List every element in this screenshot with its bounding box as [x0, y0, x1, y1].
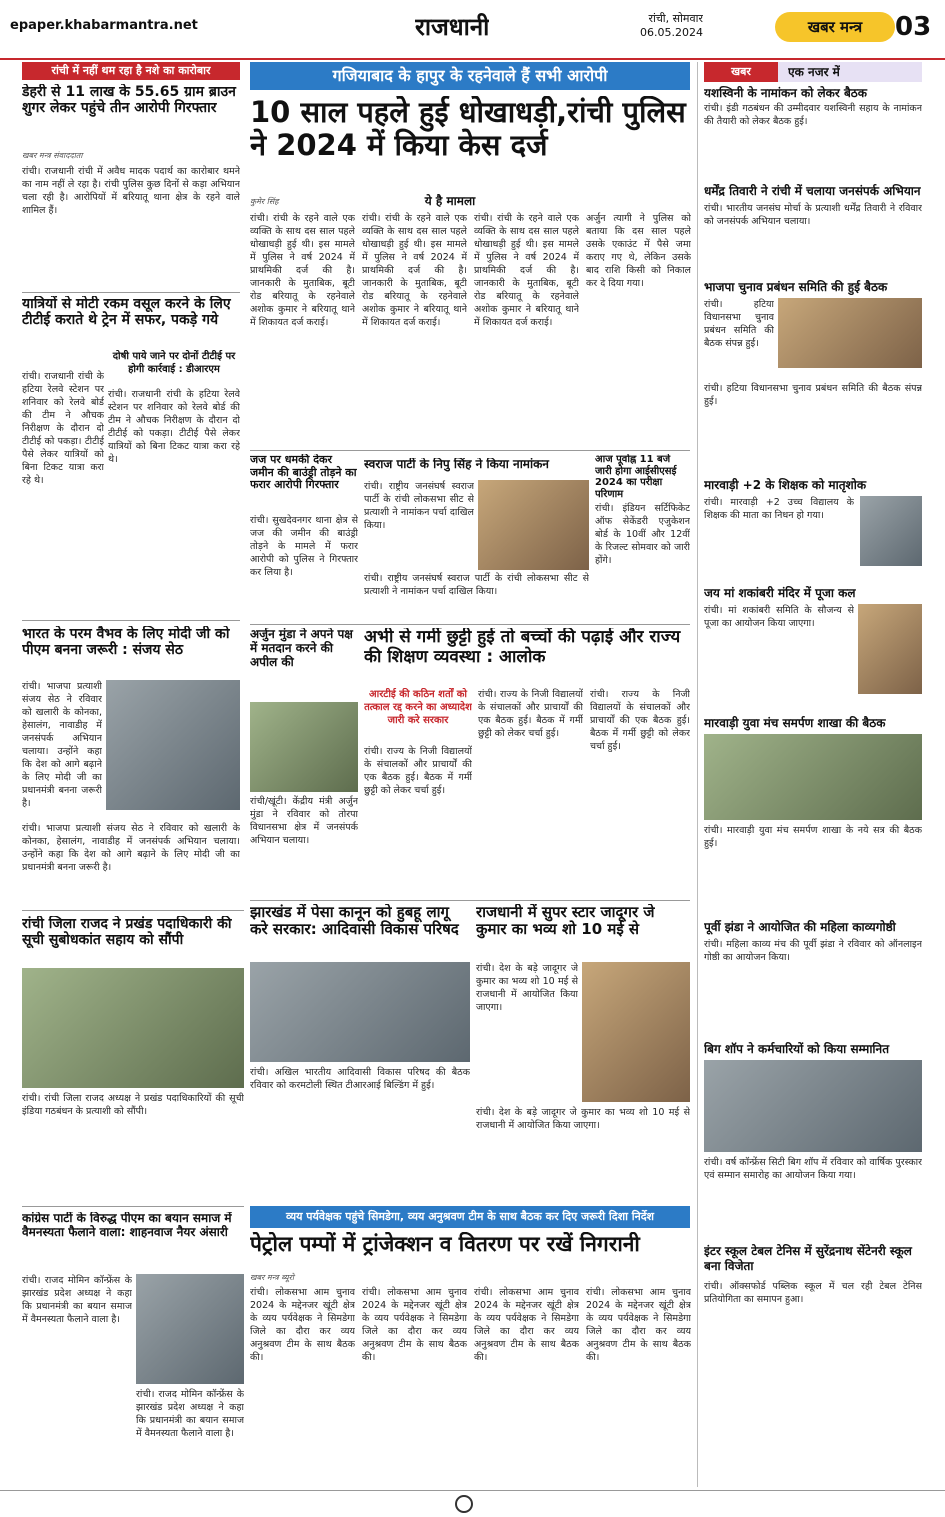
news-item-body: रांची। मारवाड़ी युवा मंच समर्पण शाखा के नये सत्र की बैठक हुई। — [704, 825, 922, 849]
rjd-photo — [22, 968, 244, 1088]
news-item-body: रांची। महिला काव्य मंच की पूर्वी झंडा ने रविवार को ऑनलाइन गोष्ठी का आयोजन किया। — [704, 939, 922, 963]
arjun-munda-headline: अर्जुन मुंडा ने अपने पक्ष में मतदान करने की अपील की — [250, 628, 353, 669]
brown-sugar-article: रांची। राजधानी रांची में अवैध मादक पदार्थ का कारोबार थमने का नाम नहीं ले रहा है। रांची पुलिस कुछ दिनों से कड़ा अभियान चला रही है। आरोपियों में बरियातू थाना क्षेत्र के रहने वाले शामिल हैं। — [22, 166, 240, 216]
arjun-munda-article: रांची/खूंटी। केंद्रीय मंत्री अर्जुन मुंडा ने रविवार को तोरपा विधानसभा क्षेत्र में जनसंपर्क अभियान चलाया। — [250, 796, 358, 846]
news-item-body: रांची। भारतीय जनसंघ मोर्चा के प्रत्याशी धर्मेंद्र तिवारी ने रविवार को जनसंपर्क अभियान चलाया। — [704, 203, 922, 227]
temple-photo — [858, 604, 922, 694]
main-byline: कुमेर सिंह — [250, 197, 279, 206]
registration-mark-icon — [455, 1495, 473, 1513]
pesa-headline: झारखंड में पेसा कानून को हुबहू लागू करे सरकार: आदिवासी विकास परिषद — [250, 904, 459, 939]
news-item-body: रांची। मारवाड़ी +2 उच्च विद्यालय के शिक्षक की माता का निधन हो गया। — [704, 497, 854, 521]
news-item-title: मारवाड़ी +2 के शिक्षक को मातृशोक — [704, 478, 867, 492]
yuva-manch-photo — [704, 734, 922, 820]
khabar-tag: खबर — [704, 62, 778, 82]
summer-article: रांची। राज्य के निजी विद्यालयों के संचालकों और प्राचार्यों की एक बैठक हुई। बैठक में गर्मी छुट्टी को लेकर चर्चा हुई। — [364, 746, 472, 796]
divider — [22, 910, 244, 911]
divider — [22, 620, 240, 621]
icse-article: रांची। इंडियन सर्टिफिकेट ऑफ सेकेंडरी एजुकेशन बोर्ड के 10वीं और 12वीं के रिजल्ट सोमवार को जारी होंगे। — [595, 503, 690, 566]
tte-article-cont: रांची। राजधानी रांची के हटिया रेलवे स्टेशन पर शनिवार को रेलवे बोर्ड की टीम ने औचक निरीक्षण के दौरान दो टीटीई को पकड़ा। टीटीई पैसे लेकर यात्रियों को बिना टिकट यात्रा करा रहे थे। — [108, 389, 240, 465]
news-item-title: बिग शॉप ने कर्मचारियों को किया सम्मानित — [704, 1042, 890, 1056]
icse-headline: आज पूर्वाह्न 11 बजे जारी होगा आईसीएसई 2024 का परीक्षा परिणाम — [595, 454, 677, 500]
news-item-title: जय मां शकांबरी मंदिर में पूजा कल — [704, 586, 856, 600]
page-header — [0, 0, 945, 60]
news-item-title: भाजपा चुनाव प्रबंधन समिति की हुई बैठक — [704, 280, 888, 294]
news-item-body: रांची। हटिया विधानसभा चुनाव प्रबंधन समिति की बैठक संपन्न हुई। — [704, 299, 774, 349]
swaraj-article: रांची। राष्ट्रीय जनसंघर्ष स्वराज पार्टी के रांची लोकसभा सीट से प्रत्याशी ने नामांकन पर्चा दाखिल किया। — [364, 481, 474, 531]
pesa-photo — [250, 962, 470, 1062]
divider — [250, 450, 690, 451]
magician-photo — [582, 962, 690, 1102]
petrol-article-col3: रांची। लोकसभा आम चुनाव 2024 के मद्देनजर खूंटी क्षेत्र के व्यय पर्यवेक्षक ने सिमडेगा जिले का दौरा कर व्यय अनुश्रवण टीम के साथ बैठक की। — [474, 1287, 579, 1363]
judge-article: रांची। सुखदेवनगर थाना क्षेत्र से जज की जमीन की बाउंड्री तोड़ने के मामले में फरार आरोपी को पुलिस ने गिरफ्तार कर लिया है। — [250, 515, 358, 578]
swaraj-headline: स्वराज पार्टी के निपु सिंह ने किया नामांकन — [364, 458, 549, 471]
petrol-article-col4: रांची। लोकसभा आम चुनाव 2024 के मद्देनजर खूंटी क्षेत्र के व्यय पर्यवेक्षक ने सिमडेगा जिले का दौरा कर व्यय अनुश्रवण टीम के साथ बैठक की। — [586, 1287, 691, 1363]
section-title: राजधानी — [415, 13, 490, 41]
main-headline: 10 साल पहले हुई धोखाधड़ी,रांची पुलिस ने 2024 में किया केस दर्ज — [250, 96, 686, 163]
tte-article: रांची। राजधानी रांची के हटिया रेलवे स्टेशन पर शनिवार को रेलवे बोर्ड की टीम ने औचक निरीक्षण के दौरान दो टीटीई को पकड़ा। टीटीई पैसे लेकर यात्रियों को बिना टिकट यात्रा करा रहे थे। — [22, 371, 104, 486]
news-item-title: पूर्वी झंडा ने आयोजित की महिला काव्यगोष्ठी — [704, 920, 896, 934]
sanjay-seth-photo — [106, 680, 240, 810]
petrol-article: रांची। लोकसभा आम चुनाव 2024 के मद्देनजर खूंटी क्षेत्र के व्यय पर्यवेक्षक ने सिमडेगा जिले का दौरा कर व्यय अनुश्रवण टीम के साथ बैठक की। — [250, 1287, 355, 1363]
summer-article-col2: रांची। राज्य के निजी विद्यालयों के संचालकों और प्राचार्यों की एक बैठक हुई। बैठक में गर्मी छुट्टी को लेकर चर्चा हुई। — [478, 689, 583, 739]
summer-article-col3: रांची। राज्य के निजी विद्यालयों के संचालकों और प्राचार्यों की एक बैठक हुई। बैठक में गर्मी छुट्टी को लेकर चर्चा हुई। — [590, 689, 690, 752]
modi-article: रांची। भाजपा प्रत्याशी संजय सेठ ने रविवार को खलारी के कोनका, हेसालंग, नावाडीह में जनसंपर्क अभियान चलाया। उन्होंने कहा कि देश को आगे बढ़ाने के लिए मोदी जी का प्रधानमंत्री बनना जरूरी है। — [22, 681, 102, 809]
swaraj-article-cont: रांची। राष्ट्रीय जनसंघर्ष स्वराज पार्टी के रांची लोकसभा सीट से प्रत्याशी ने नामांकन पर्चा दाखिल किया। — [364, 573, 589, 597]
magician-article: रांची। देश के बड़े जादूगर जे कुमार का भव्य शो 10 मई से राजधानी में आयोजित किया जाएगा। — [476, 963, 578, 1013]
main-article-col3: रांची। रांची के रहने वाले एक व्यक्ति के साथ दस साल पहले धोखाधड़ी हुई थी। इस मामले में पुलिस ने वर्ष 2024 में प्राथमिकी दर्ज की है। जानकारी के मुताबिक, बूटी रोड बरियातू के रहनेवाले अशोक कुमार ने बरियातू थाने में शिकायत दर्ज कराई। — [474, 213, 579, 328]
congress-article-cont: रांची। राजद मोमिन कॉन्फ्रेंस के झारखंड प्रदेश अध्यक्ष ने कहा कि प्रधानमंत्री का बयान समाज में वैमनस्यता फैलाने वाला है। — [136, 1389, 244, 1439]
column-rule — [697, 62, 698, 1487]
page-number: 03 — [895, 12, 932, 42]
column1-redbar: रांची में नहीं थम रहा है नशे का कारोबार — [22, 62, 240, 80]
congress-headline: कांग्रेस पार्टी के विरुद्ध पीएम का बयान समाज में वैमनस्यता फैलाने वाला: शाहनवाज नैयर अंसारी — [22, 1212, 232, 1239]
rte-subhead: आरटीई की कठिन शर्तों को तत्काल रद्द करने का अध्यादेश जारी करे सरकार — [364, 689, 472, 726]
issue-date: रांची, सोमवार 06.05.2024 — [640, 12, 703, 39]
ek-nazar-band — [704, 62, 922, 82]
judge-headline: जज पर धमकी देकर जमीन की बाउंड्री तोड़ने का फरार आरोपी गिरफ्तार — [250, 454, 357, 492]
petrol-article-col2: रांची। लोकसभा आम चुनाव 2024 के मद्देनजर खूंटी क्षेत्र के व्यय पर्यवेक्षक ने सिमडेगा जिले का दौरा कर व्यय अनुश्रवण टीम के साथ बैठक की। — [362, 1287, 467, 1363]
bottom-bluebar: व्यय पर्यवेक्षक पहुंचे सिमडेगा, व्यय अनुश्रवण टीम के साथ बैठक कर दिए जरूरी दिशा निर्देश — [250, 1206, 690, 1228]
news-item-title: इंटर स्कूल टेबल टेनिस में सुरेंद्रनाथ सेंटेनरी स्कूल बना विजेता — [704, 1244, 912, 1273]
divider — [22, 1206, 244, 1207]
congress-article: रांची। राजद मोमिन कॉन्फ्रेंस के झारखंड प्रदेश अध्यक्ष ने कहा कि प्रधानमंत्री का बयान समाज में वैमनस्यता फैलाने वाला है। — [22, 1275, 132, 1325]
divider — [22, 292, 240, 293]
main-subhead: ये है मामला — [424, 194, 476, 208]
news-item-title: यशस्विनी के नामांकन को लेकर बैठक — [704, 86, 867, 100]
divider — [250, 900, 690, 901]
pesa-article: रांची। अखिल भारतीय आदिवासी विकास परिषद की बैठक रविवार को करमटोली स्थित टीआरआई बिल्डिंग में हुई। — [250, 1067, 470, 1091]
news-item-body: रांची। हटिया विधानसभा चुनाव प्रबंधन समिति की बैठक संपन्न हुई। — [704, 383, 922, 407]
main-bluebar: गजियाबाद के हापुर के रहनेवाले हैं सभी आरोपी — [250, 62, 690, 90]
ansari-photo — [136, 1274, 244, 1384]
page-footer — [0, 1490, 945, 1517]
news-item-body: रांची। मां शकांबरी समिति के सौजन्य से पूजा का आयोजन किया जाएगा। — [704, 605, 854, 629]
main-article: रांची। रांची के रहने वाले एक व्यक्ति के साथ दस साल पहले धोखाधड़ी हुई थी। इस मामले में पुलिस ने वर्ष 2024 में प्राथमिकी दर्ज की है। जानकारी के मुताबिक, बूटी रोड बरियातू के रहनेवाले अशोक कुमार ने बरियातू थाने में शिकायत दर्ज कराई। — [250, 213, 355, 328]
nomination-photo — [478, 480, 589, 570]
obituary-photo — [860, 496, 922, 566]
news-item-title: मारवाड़ी युवा मंच समर्पण शाखा की बैठक — [704, 716, 886, 730]
news-item-title: धर्मेंद्र तिवारी ने रांची में चलाया जनसंपर्क अभियान — [704, 184, 921, 198]
main-article-col2: रांची। रांची के रहने वाले एक व्यक्ति के साथ दस साल पहले धोखाधड़ी हुई थी। इस मामले में पुलिस ने वर्ष 2024 में प्राथमिकी दर्ज की है। जानकारी के मुताबिक, बूटी रोड बरियातू के रहनेवाले अशोक कुमार ने बरियातू थाने में शिकायत दर्ज कराई। — [362, 213, 467, 328]
news-item-body: रांची। इंडी गठबंधन की उम्मीदवार यशस्विनी सहाय के नामांकन की तैयारी को लेकर बैठक हुई। — [704, 103, 922, 127]
rjd-headline: रांची जिला राजद ने प्रखंड पदाधिकारी की सूची सुबोधकांत सहाय को सौंपी — [22, 916, 232, 949]
big-shop-photo — [704, 1060, 922, 1152]
modi-headline: भारत के परम वैभव के लिए मोदी जी को पीएम बनना जरूरी : संजय सेठ — [22, 626, 230, 659]
khabarmantra-logo: खबर मन्त्र — [775, 12, 895, 42]
tte-subhead: दोषी पाये जाने पर दोनों टीटीई पर होगी कार्रवाई : डीआरएम — [112, 351, 236, 375]
news-item-body: रांची। वर्ष कॉन्फ्रेंस सिटी बिग शॉप में रविवार को वार्षिक पुरस्कार एवं सम्मान समारोह का आयोजन किया गया। — [704, 1157, 922, 1181]
magician-article-cont: रांची। देश के बड़े जादूगर जे कुमार का भव्य शो 10 मई से राजधानी में आयोजित किया जाएगा। — [476, 1107, 690, 1131]
arjun-munda-photo — [250, 702, 358, 792]
summer-vacation-headline: अभी से गर्मी छुट्टी हुई तो बच्चों की पढ़ाई और राज्य की शिक्षण व्यवस्था : आलोक — [364, 628, 681, 667]
rjd-article: रांची। रांची जिला राजद अध्यक्ष ने प्रखंड पदाधिकारियों की सूची इंडिया गठबंधन के प्रत्याशी को सौंपी। — [22, 1093, 244, 1117]
news-item-body: रांची। ऑक्सफोर्ड पब्लिक स्कूल में चल रही टेबल टेनिस प्रतियोगिता का समापन हुआ। — [704, 1281, 922, 1305]
bjp-meeting-photo — [778, 298, 922, 368]
brown-sugar-headline: डेहरी से 11 लाख के 55.65 ग्राम ब्राउन शुगर लेकर पहुंचे तीन आरोपी गिरफ्तार — [22, 84, 236, 117]
ek-nazar-title: एक नजर में — [788, 65, 840, 79]
divider — [250, 624, 690, 625]
main-article-col4: अर्जुन त्यागी ने पुलिस को बताया कि दस साल पहले उसके एकाउंट में पैसे जमा कराए गए थे, लेकिन उसके बाद राशि किसी को निकाल कर दे दिया गया। — [586, 213, 691, 289]
tte-headline: यात्रियों से मोटी रकम वसूल करने के लिए टीटीई कराते थे ट्रेन में सफर, पकड़े गये — [22, 296, 231, 329]
petrol-byline: खबर मन्त्र ब्यूरो — [250, 1273, 294, 1282]
modi-article-cont: रांची। भाजपा प्रत्याशी संजय सेठ ने रविवार को खलारी के कोनका, हेसालंग, नावाडीह में जनसंपर्क अभियान चलाया। उन्होंने कहा कि देश को आगे बढ़ाने के लिए मोदी जी का प्रधानमंत्री बनना जरूरी है। — [22, 823, 240, 873]
petrol-pump-headline: पेट्रोल पम्पों में ट्रांजेक्शन व वितरण पर रखें निगरानी — [250, 1232, 640, 1256]
epaper-url[interactable]: epaper.khabarmantra.net — [10, 18, 198, 33]
magician-headline: राजधानी में सुपर स्टार जादूगर जे कुमार का भव्य शो 10 मई से — [476, 904, 655, 939]
byline: खबर मन्त्र संवाददाता — [22, 151, 83, 160]
